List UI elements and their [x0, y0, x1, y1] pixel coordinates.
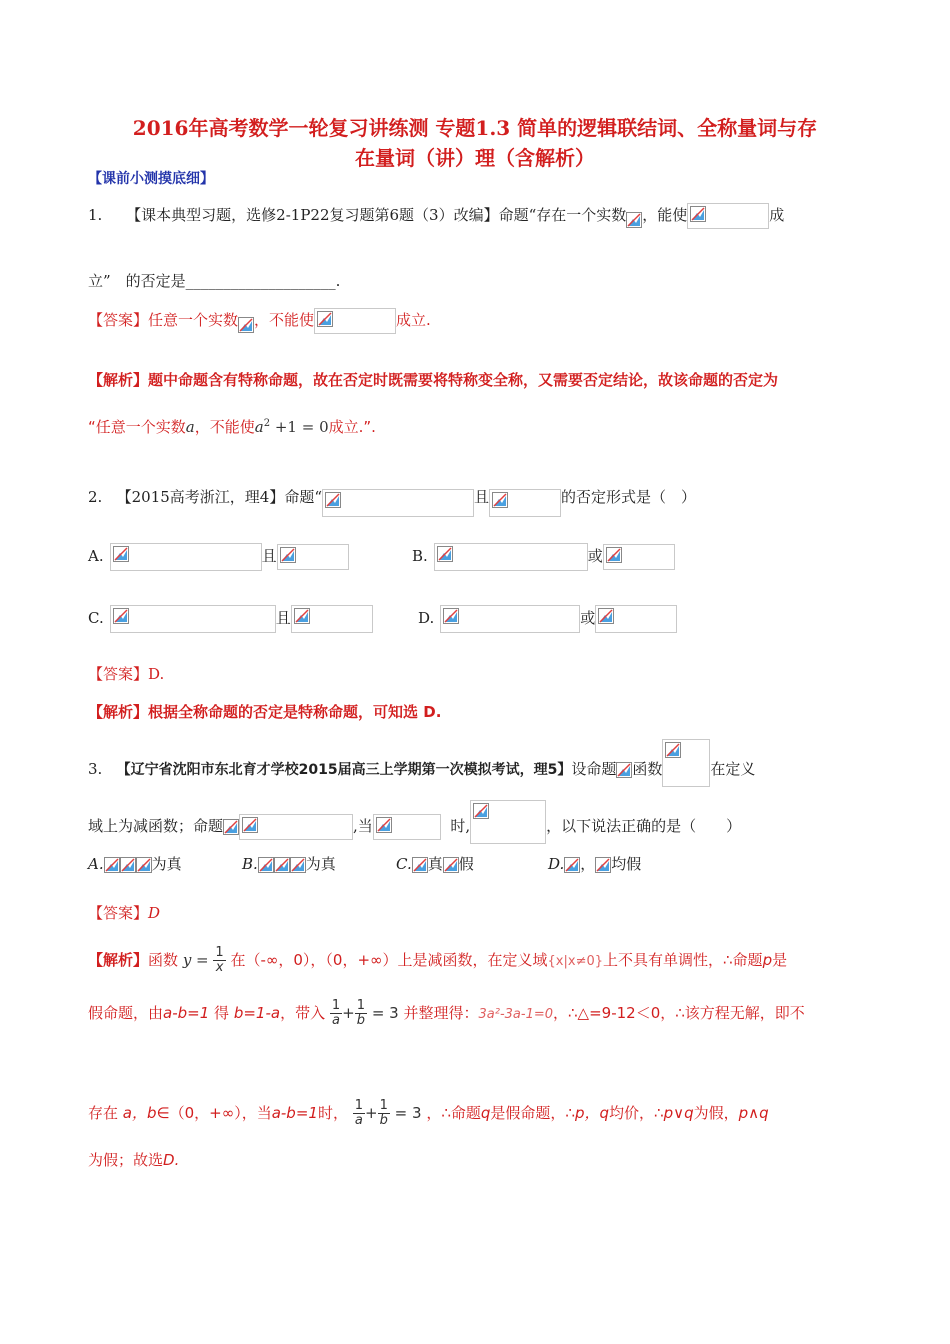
q1-var-a: a: [185, 418, 195, 436]
q3-option-d-text: 均假: [611, 855, 642, 873]
option-c-label: C.: [88, 609, 104, 627]
q3-option-d: [548, 853, 641, 875]
equals-3: = 3: [371, 1004, 399, 1022]
q2-number: 2.: [88, 488, 103, 506]
broken-image-icon: [104, 857, 120, 873]
broken-image-icon: [443, 857, 459, 873]
q3-an2-e: ，带入: [280, 1004, 326, 1022]
formula-image-placeholder: [239, 814, 353, 840]
q2-option-a: [88, 543, 349, 571]
formula-image-placeholder: [470, 800, 546, 844]
formula-image-placeholder: [291, 605, 373, 633]
q3-an3-f: ，∴命题: [426, 1104, 481, 1122]
q3-option-c: [396, 853, 474, 875]
q1-text-d: 立” 的否定是: [88, 272, 186, 290]
q2-text-b: 的否定形式是（ ）: [561, 488, 697, 506]
q1-answer-a: 任意一个实数: [148, 311, 239, 329]
option-b-label: B.: [412, 547, 428, 565]
answer-tag: 【答案】: [88, 904, 149, 922]
q3-text-d: 域上为减函数；命题: [88, 817, 224, 835]
fraction-1-over-a: [330, 999, 342, 1028]
q3-text-a: 设命题: [571, 760, 617, 778]
option-a-and: 且: [261, 547, 277, 565]
q3-an2-h: ，∴△=9-12＜0，∴该方程无解，即不: [553, 1004, 805, 1022]
broken-image-icon: [258, 857, 274, 873]
q3-an2-c: 得: [214, 1004, 230, 1022]
formula-image-placeholder: [595, 605, 677, 633]
broken-image-icon: [238, 317, 254, 333]
q1-analysis-text: 题中命题含有特称命题，故在否定时既需要将特称变全称，又需要否定结论，故该命题的否定为: [148, 371, 779, 389]
q3-an2-b: a-b=1: [163, 1004, 210, 1022]
broken-image-icon: [223, 819, 239, 835]
q3-an3-h: 均价，∴: [609, 1104, 664, 1122]
q3-answer: [88, 902, 160, 924]
q2-analysis: [88, 701, 441, 723]
frac-num: 1: [356, 998, 366, 1013]
q2-answer: [88, 663, 164, 685]
q3-option-d-label: D.: [548, 855, 565, 873]
q1-analysis-2: [88, 413, 376, 438]
fraction-1-over-x: [213, 946, 225, 975]
q3-an2-d: b=1-a: [233, 1004, 281, 1022]
equals-3: = 3: [394, 1104, 422, 1122]
q1-analysis-2c: 成立.”.: [328, 418, 376, 436]
title-line-2: 在量词（讲）理（含解析）: [355, 146, 595, 170]
q1-answer-c: 成立.: [396, 311, 431, 329]
q3-an3-c: ∈（0，+∞），当: [156, 1104, 272, 1122]
q3-number: 3.: [88, 760, 103, 778]
broken-image-icon: [120, 857, 136, 873]
q3-an3-pq: p，q: [574, 1104, 610, 1122]
frac-num: 1: [215, 945, 224, 960]
q2-answer-value: D.: [148, 665, 165, 683]
q3-text-g: ，以下说法正确的是（ ）: [546, 817, 742, 835]
option-c-and: 且: [275, 609, 291, 627]
q3-an2-f: 并整理得：: [403, 1004, 479, 1022]
q3-option-c-true: 真: [427, 855, 443, 873]
q1-text-c: 成: [769, 206, 785, 224]
frac-num: 1: [331, 998, 341, 1013]
title-line-1: 2016年高考数学一轮复习讲练测 专题1.3 简单的逻辑联结词、全称量词与存: [132, 116, 818, 140]
q3-option-d-comma: ，: [580, 855, 596, 873]
q3-line-1: [88, 753, 755, 787]
frac-num: 1: [379, 1098, 388, 1113]
broken-image-icon: [274, 857, 290, 873]
answer-tag: 【答案】: [88, 311, 149, 329]
q2-option-c: [88, 605, 373, 633]
formula-image-placeholder: [110, 605, 276, 633]
frac-den: a: [354, 1113, 363, 1128]
q1-number: 1.: [88, 206, 103, 224]
q2-line-1: [88, 479, 696, 517]
answer-tag: 【答案】: [88, 665, 149, 683]
q3-an2-a: 假命题，由: [88, 1004, 164, 1022]
q3-an3-d: a-b=1: [271, 1104, 318, 1122]
q1-blank: ____________________.: [185, 272, 341, 290]
q1-expr-rest: +1 = 0: [270, 418, 329, 436]
frac-num: 1: [354, 1098, 364, 1113]
q1-line-2: [88, 270, 340, 292]
frac-den: b: [379, 1113, 388, 1128]
frac-den: b: [356, 1013, 366, 1028]
q3-an3-i: 为假，: [693, 1104, 739, 1122]
q3-an4-a: 为假；故选: [88, 1151, 164, 1169]
q3-option-a-text: 为真: [151, 855, 182, 873]
q1-line-1: [88, 203, 784, 229]
q3-answer-value: D: [148, 904, 161, 922]
q3-analysis-2: [88, 996, 805, 1032]
q3-an2-g: 3a²-3a-1=0: [478, 1007, 554, 1022]
q3-an1-set: {x|x≠0}: [547, 954, 604, 969]
broken-image-icon: [290, 857, 306, 873]
q2-text-a: 命题“: [284, 488, 323, 506]
formula-image-placeholder: [440, 605, 580, 633]
q3-analysis-1: [88, 943, 787, 979]
q3-text-f: 时,: [450, 817, 471, 835]
q1-expr-sup: 2: [263, 418, 271, 429]
q3-text-c: 在定义: [710, 760, 756, 778]
q3-an3-e: 时，: [317, 1104, 348, 1122]
equation-1a-1b-3: $\frac{1}{a}$ + $\frac{1}{b}$ = 3: [331, 998, 399, 1028]
fraction-1-over-a: [353, 1099, 365, 1128]
formula-image-placeholder: [277, 544, 349, 570]
formula-image-placeholder: [434, 543, 588, 571]
q3-an3-q: q: [480, 1104, 491, 1122]
q3-an1-b: 在（-∞，0），（0，+∞）上是减函数，在定义域: [230, 951, 548, 969]
broken-image-icon: [412, 857, 428, 873]
formula-image-placeholder: [662, 739, 710, 787]
section-header: 【课前小测摸底细】: [88, 171, 214, 187]
q3-source: 【辽宁省沈阳市东北育才学校2015届高三上学期第一次模拟考试，理5】: [116, 762, 572, 778]
q1-expr-base: a: [254, 418, 264, 436]
q2-analysis-text: 根据全称命题的否定是特称命题，可知选 D.: [148, 703, 442, 721]
q3-option-b-label: B.: [242, 855, 258, 873]
frac-den: a: [332, 1013, 341, 1028]
option-d-label: D.: [418, 609, 435, 627]
analysis-tag: 【解析】: [88, 371, 149, 389]
q2-source: 【2015高考浙江，理4】: [116, 488, 285, 506]
q3-options: [88, 853, 182, 875]
formula-image-placeholder: [489, 489, 561, 517]
formula-image-placeholder: [322, 489, 474, 517]
q3-text-b: 函数: [632, 760, 663, 778]
q1-text-b: ，能使: [642, 206, 688, 224]
document-title: [60, 113, 890, 173]
broken-image-icon: [616, 762, 632, 778]
q3-an1-c: 上不具有单调性，∴命题: [603, 951, 763, 969]
formula-image-placeholder: [603, 544, 675, 570]
analysis-tag: 【解析】: [88, 703, 149, 721]
q3-an1-p: p: [762, 951, 773, 969]
q1-analysis-2a: “任意一个实数: [88, 418, 186, 436]
option-d-or: 或: [580, 609, 596, 627]
broken-image-icon: [136, 857, 152, 873]
q1-source: 【课本典型习题，选修2-1P22复习题第6题（3）改编】: [126, 206, 499, 224]
q3-text-e: ,当: [353, 817, 373, 835]
broken-image-icon: [626, 212, 642, 228]
formula-image-placeholder: [687, 203, 769, 229]
q1-answer: [88, 308, 431, 334]
fraction-1-over-b: [355, 999, 367, 1028]
q3-option-b-text: 为真: [305, 855, 336, 873]
q1-answer-b: ，不能使: [254, 311, 315, 329]
q1-expression: [255, 418, 329, 436]
q3-option-c-false: 假: [458, 855, 474, 873]
q3-analysis-3: [88, 1096, 769, 1130]
q3-an3-pand: p∧q: [738, 1104, 769, 1122]
q3-an1-a: 函数: [148, 951, 179, 969]
broken-image-icon: [595, 857, 611, 873]
formula-image-placeholder: [314, 308, 396, 334]
equation-1a-1b-3: $\frac{1}{a}$ + $\frac{1}{b}$ = 3: [354, 1098, 422, 1128]
q3-line-2: [88, 810, 741, 844]
fraction-1-over-b: [378, 1099, 390, 1128]
q1-text: 命题“存在一个实数: [498, 206, 627, 224]
q1-analysis-1: [88, 369, 778, 391]
q3-an3-g: 是假命题，∴: [490, 1104, 575, 1122]
q3-an3-por: p∨q: [663, 1104, 694, 1122]
q3-option-c-label: C.: [396, 855, 412, 873]
q3-analysis-4: [88, 1149, 179, 1171]
q3-an3-b: a，b: [122, 1104, 157, 1122]
q3-option-b: [242, 853, 336, 875]
q3-option-a-label: A.: [88, 855, 104, 873]
q3-an4-d: D.: [163, 1151, 180, 1169]
q3-an1-d: 是: [772, 951, 788, 969]
formula-image-placeholder: [373, 814, 441, 840]
q2-and: 且: [474, 488, 490, 506]
analysis-tag: 【解析】: [88, 951, 149, 969]
option-a-label: A.: [88, 547, 104, 565]
q2-option-d: [418, 605, 677, 633]
q3-an1-y: y =: [182, 951, 209, 969]
q3-an3-a: 存在: [88, 1104, 119, 1122]
broken-image-icon: [564, 857, 580, 873]
q2-option-b: [412, 543, 675, 571]
option-b-or: 或: [587, 547, 603, 565]
formula-image-placeholder: [110, 543, 262, 571]
q1-analysis-2b: ，不能使: [194, 418, 255, 436]
frac-den: x: [215, 960, 224, 975]
